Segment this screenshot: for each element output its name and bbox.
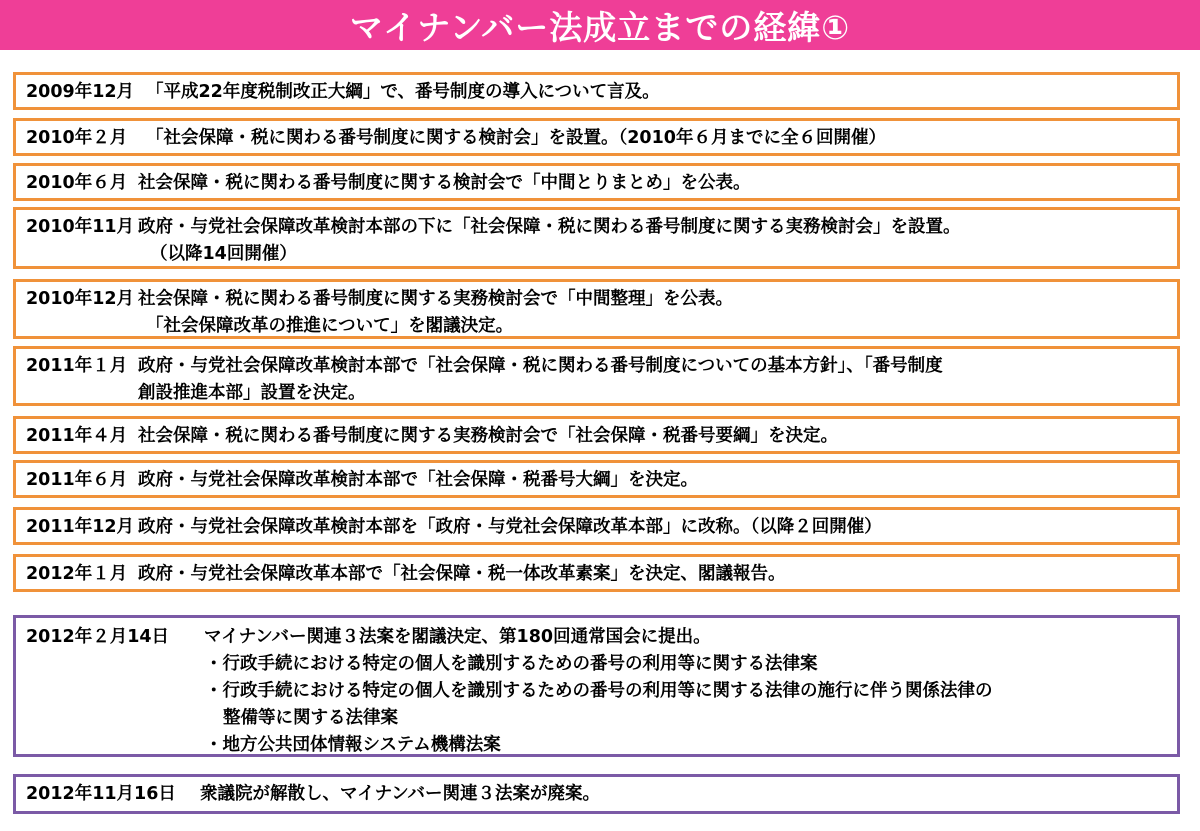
event-date: 2011年１月 (26, 356, 128, 376)
event-text: 「社会保障・税に関わる番号制度に関する検討会」を設置。（2010年６月までに全６回開催） (146, 128, 886, 148)
event-date: 2012年11月16日 (26, 784, 176, 804)
event-box-2010-12 (13, 279, 1180, 339)
event-date: 2010年２月 (26, 128, 128, 148)
event-date: 2010年11月 (26, 217, 135, 237)
event-text: 社会保障・税に関わる番号制度に関する実務検討会で「社会保障・税番号要綱」を決定。 (138, 426, 838, 446)
title-banner (0, 0, 1200, 50)
bill-item: ・行政手続における特定の個人を識別するための番号の利用等に関する法律の施行に伴う関係法律の (205, 681, 993, 701)
event-box-2009-12 (13, 72, 1180, 110)
event-date: 2009年12月 (26, 82, 135, 102)
law-event-box (13, 615, 1180, 757)
event-date: 2010年６月 (26, 173, 128, 193)
event-box-2011-04 (13, 416, 1180, 454)
event-date: 2011年６月 (26, 470, 128, 490)
event-text: 社会保障・税に関わる番号制度に関する実務検討会で「中間整理」を公表。 (138, 289, 733, 309)
event-box-2011-12 (13, 507, 1180, 545)
event-text: マイナンバー関連３法案を閣議決定、第180回通常国会に提出。 (204, 627, 711, 647)
event-text: 政府・与党社会保障改革検討本部を「政府・与党社会保障改革本部」に改称。（以降２回開催） (138, 517, 882, 537)
event-box-2010-11 (13, 207, 1180, 269)
event-text-continued: 「社会保障改革の推進について」を閣議決定。 (146, 316, 514, 336)
event-box-2012-01 (13, 554, 1180, 592)
event-box-2010-06 (13, 163, 1180, 201)
event-box-2010-02 (13, 118, 1180, 156)
event-text: 政府・与党社会保障改革本部で「社会保障・税一体改革素案」を決定、閣議報告。 (138, 564, 786, 584)
bill-item-continued: 整備等に関する法律案 (223, 708, 398, 728)
event-text: 政府・与党社会保障改革検討本部の下に「社会保障・税に関わる番号制度に関する実務検討会」を設置。 (138, 217, 961, 237)
bill-item: ・地方公共団体情報システム機構法案 (205, 735, 501, 755)
event-box-2011-01 (13, 346, 1180, 406)
event-text: 政府・与党社会保障改革検討本部で「社会保障・税番号大綱」を決定。 (138, 470, 698, 490)
event-date: 2012年２月14日 (26, 627, 170, 647)
event-text-continued: 創設推進本部」設置を決定。 (138, 383, 366, 403)
event-text: 社会保障・税に関わる番号制度に関する検討会で「中間とりまとめ」を公表。 (138, 173, 751, 193)
page-title: マイナンバー法成立までの経緯① (349, 7, 851, 47)
event-date: 2010年12月 (26, 289, 135, 309)
event-text-continued: （以降14回開催） (150, 244, 297, 264)
event-box-2011-06 (13, 460, 1180, 498)
event-date: 2011年12月 (26, 517, 135, 537)
event-text: 「平成22年度税制改正大綱」で、番号制度の導入について言及。 (146, 82, 660, 102)
event-date: 2012年１月 (26, 564, 128, 584)
event-date: 2011年４月 (26, 426, 128, 446)
event-text: 衆議院が解散し、マイナンバー関連３法案が廃案。 (200, 784, 601, 804)
bill-item: ・行政手続における特定の個人を識別するための番号の利用等に関する法律案 (205, 654, 818, 674)
final-event-box (13, 774, 1180, 814)
event-text: 政府・与党社会保障改革検討本部で「社会保障・税に関わる番号制度についての基本方針」、「番号制度 (138, 356, 943, 376)
